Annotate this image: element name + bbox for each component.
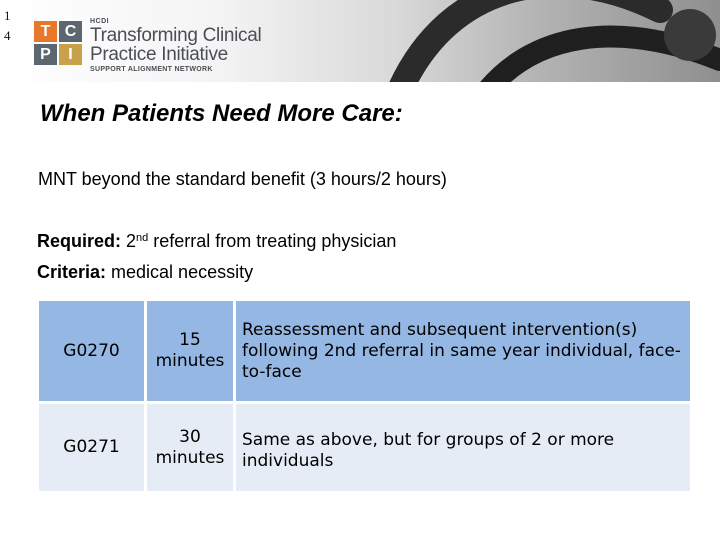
time-value: 30 xyxy=(179,426,201,447)
required-label: Required: xyxy=(37,231,122,251)
time-text xyxy=(156,427,225,469)
required-rest: referral from treating physician xyxy=(148,231,397,251)
logo-letter-p: P xyxy=(34,44,57,65)
slide-number xyxy=(4,6,18,46)
time-cell xyxy=(147,404,233,491)
description-cell xyxy=(236,404,690,491)
criteria-line xyxy=(37,262,253,283)
required-superscript: nd xyxy=(136,232,149,244)
code-text: G0270 xyxy=(63,340,120,361)
logo-name-line2: Practice Initiative xyxy=(90,44,228,65)
table-row xyxy=(39,404,690,491)
time-unit: minutes xyxy=(155,351,225,371)
code-text: G0271 xyxy=(63,437,120,457)
logo-letter-t: T xyxy=(34,21,57,42)
time-text xyxy=(156,330,225,372)
tcpi-logo-mark xyxy=(34,21,84,65)
logo-name-line1: Transforming Clinical xyxy=(90,25,262,46)
criteria-label: Criteria: xyxy=(37,262,107,282)
codes-table xyxy=(39,301,690,491)
required-prefix: 2 xyxy=(121,231,137,251)
required-line xyxy=(37,231,396,252)
code-cell xyxy=(39,301,144,401)
slide-number-digit-1: 1 xyxy=(4,8,11,23)
slide-number-digit-2: 4 xyxy=(4,28,11,43)
code-cell xyxy=(39,404,144,491)
logo-subtitle: SUPPORT ALIGNMENT NETWORK xyxy=(90,66,213,73)
logo-letter-i: I xyxy=(59,44,82,65)
mnt-line: MNT beyond the standard benefit (3 hours/2 hours) xyxy=(38,169,447,189)
time-unit: minutes xyxy=(155,447,225,468)
time-cell xyxy=(147,301,233,401)
criteria-text: medical necessity xyxy=(106,262,254,282)
header-banner xyxy=(0,0,720,82)
stethoscope-image xyxy=(360,0,720,82)
time-value: 15 xyxy=(179,330,201,350)
logo-letter-c: C xyxy=(59,21,82,42)
logo-wordmark xyxy=(90,18,261,73)
slide-title: When Patients Need More Care: xyxy=(40,100,403,127)
description-text: Reassessment and subsequent intervention(s) following 2nd referral in same year individual, face-to-face xyxy=(242,319,681,382)
logo-small-label: HCDI xyxy=(90,18,110,25)
description-cell xyxy=(236,301,690,401)
description-text: Same as above, but for groups of 2 or more individuals xyxy=(242,429,615,471)
table-row xyxy=(39,301,690,401)
